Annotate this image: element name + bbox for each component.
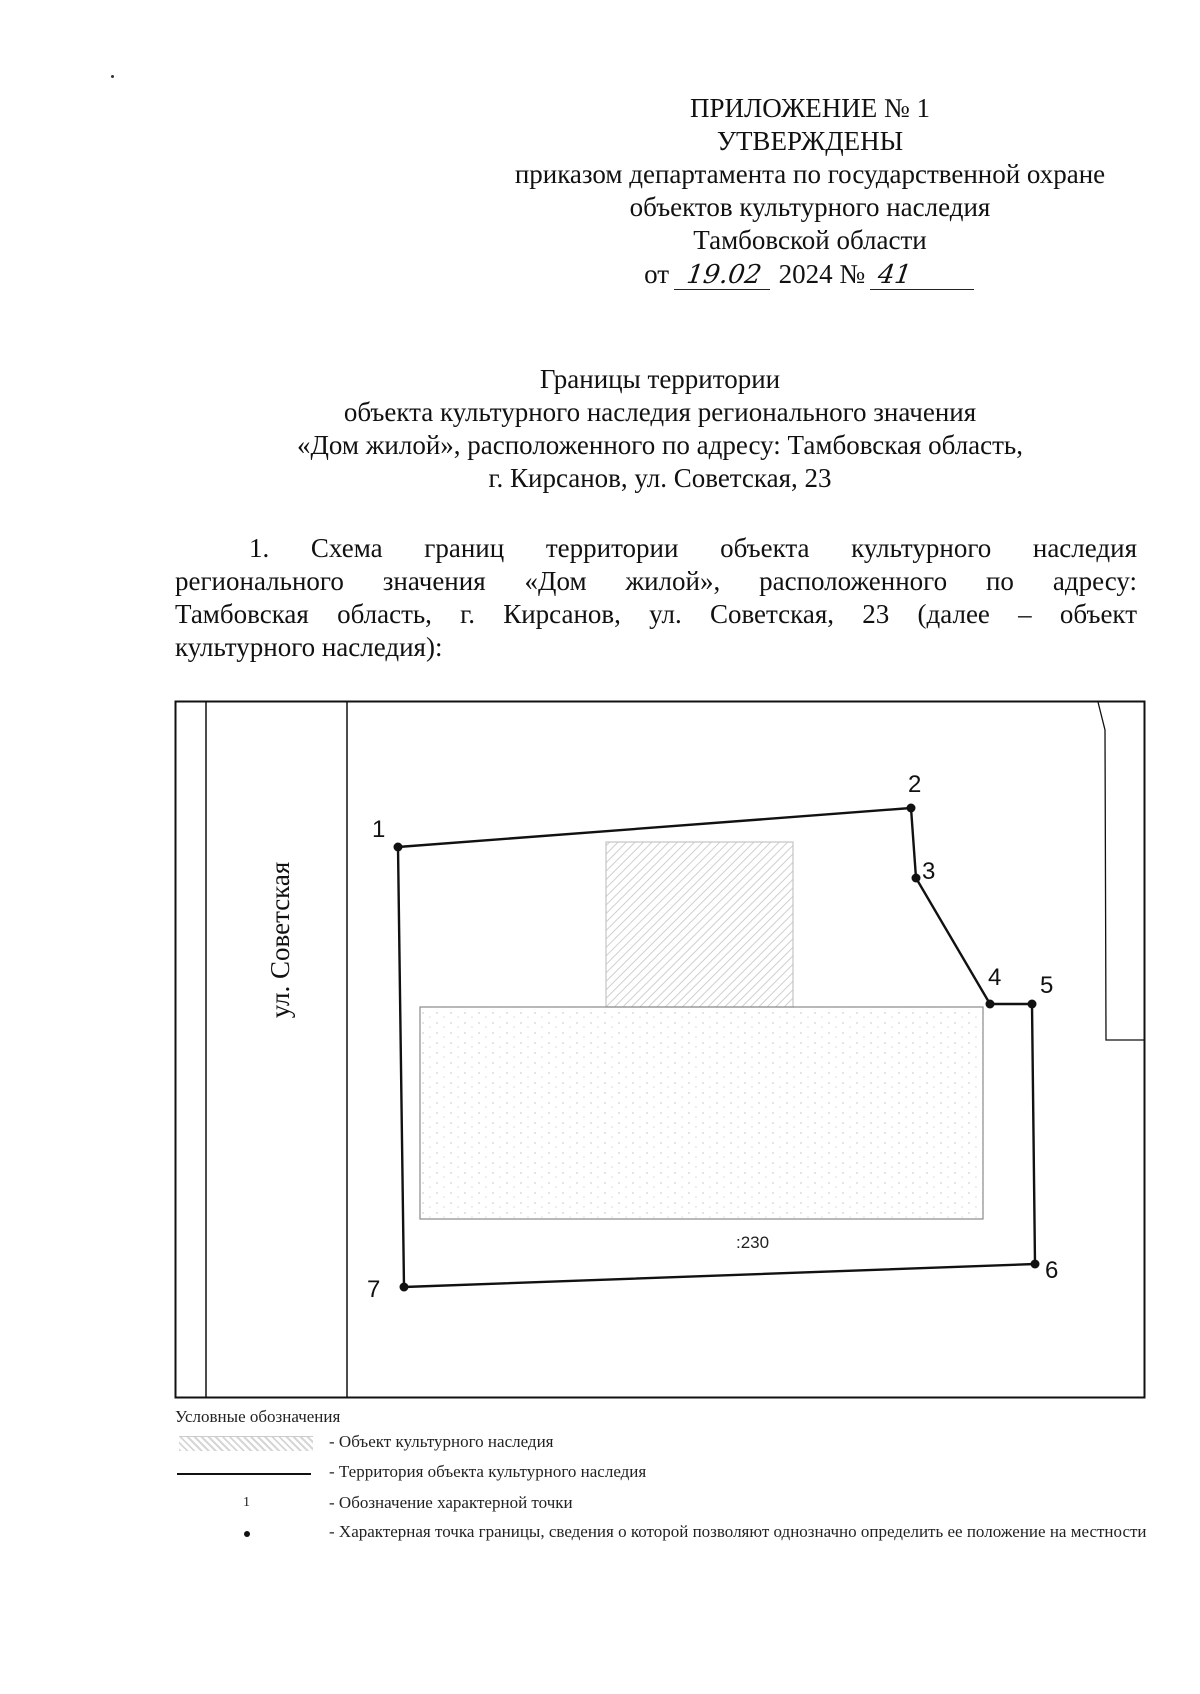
point-label-4: 4 xyxy=(988,964,1002,991)
hatch-swatch-icon xyxy=(179,1436,313,1451)
street-label: ул. Советская xyxy=(265,861,295,1019)
point-label-7: 7 xyxy=(367,1276,381,1303)
legend-text-point-label: - Обозначение характерной точки xyxy=(329,1493,573,1512)
boundary-point-3 xyxy=(912,874,921,883)
point-label-6: 6 xyxy=(1045,1257,1059,1284)
neighbour-parcel-outline xyxy=(1098,702,1145,1040)
line-swatch-icon xyxy=(177,1473,311,1475)
boundary-point-2 xyxy=(907,804,916,813)
legend-item-point-marker xyxy=(175,1520,1175,1572)
approved-label: УТВЕРЖДЕНЫ xyxy=(716,126,904,156)
point-dot-icon xyxy=(244,1531,250,1537)
order-line-3: Тамбовской области xyxy=(693,225,927,255)
date-prefix: от xyxy=(644,259,670,289)
legend-title: Условные обозначения xyxy=(175,1407,341,1426)
point-label-3: 3 xyxy=(922,858,936,885)
heritage-object-rear xyxy=(606,842,793,1007)
point-label-2: 2 xyxy=(908,771,922,798)
point-label-5: 5 xyxy=(1040,972,1054,999)
legend-item-point-label xyxy=(175,1491,1175,1517)
parcel-label: :230 xyxy=(736,1233,770,1252)
title-line-1: Границы территории xyxy=(539,364,781,394)
title-line-4: г. Кирсанов, ул. Советская, 23 xyxy=(488,463,832,493)
paragraph-line-1: 1. Схема границ территории объекта культурного наследия xyxy=(249,533,1137,563)
boundary-point-6 xyxy=(1031,1260,1040,1269)
paragraph-line-4: культурного наследия): xyxy=(175,632,443,662)
heritage-object-main xyxy=(420,1007,983,1219)
point-label-swatch: 1 xyxy=(243,1495,250,1510)
boundary-point-5 xyxy=(1028,1000,1037,1009)
boundary-point-7 xyxy=(400,1283,409,1292)
order-line-2: объектов культурного наследия xyxy=(629,192,991,222)
legend-item-heritage-object xyxy=(175,1430,1175,1456)
legend-text-territory: - Территория объекта культурного наследия xyxy=(329,1462,647,1481)
handwritten-date: 19.02 xyxy=(674,261,774,290)
date-year: 2024 № xyxy=(778,259,866,289)
appendix-label: ПРИЛОЖЕНИЕ № 1 xyxy=(689,93,931,123)
order-line-1: приказом департамента по государственной охране xyxy=(514,159,1106,189)
boundary-point-1 xyxy=(394,843,403,852)
handwritten-number: 41 xyxy=(870,261,978,290)
point-label-1: 1 xyxy=(372,816,386,843)
paragraph-line-3: Тамбовская область, г. Кирсанов, ул. Советская, 23 (далее – объект xyxy=(175,599,1137,629)
title-line-2: объекта культурного наследия регионального значения xyxy=(343,397,977,427)
boundary-point-4 xyxy=(986,1000,995,1009)
paragraph-line-2: регионального значения «Дом жилой», расположенного по адресу: xyxy=(175,566,1137,596)
legend-text-heritage-object: - Объект культурного наследия xyxy=(329,1432,554,1451)
legend-item-territory xyxy=(175,1460,1175,1486)
legend-text-point-marker: - Характерная точка границы, сведения о которой позволяют однозначно определить ее положение на местности xyxy=(329,1522,1147,1541)
title-line-3: «Дом жилой», расположенного по адресу: Тамбовская область, xyxy=(297,430,1023,460)
